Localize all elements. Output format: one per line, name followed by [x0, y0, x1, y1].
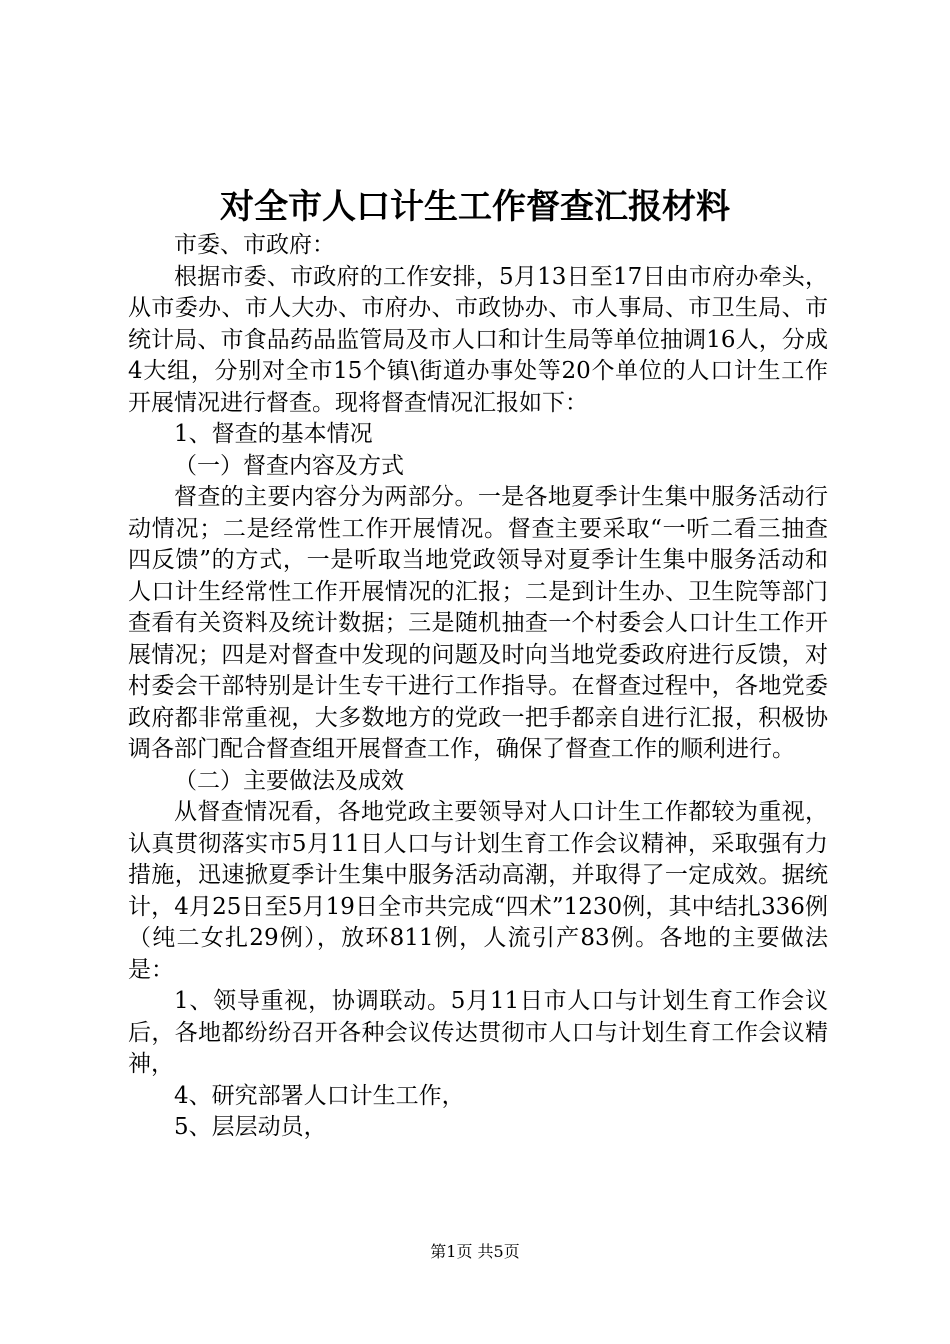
salutation: 市委、市政府：: [174, 232, 335, 258]
list-item-research: 4、研究部署人口计生工作，: [174, 1082, 465, 1109]
intro-paragraph: 根据市委、市政府的工作安排，5月13日至17日由市府办牵头，从市委办、市人大办、市府办、市政协办、市人事局、市卫生局、市统计局、市食品药品监管局及市人口和计生局等单位抽调16人，分成4大组，分别对全市15个镇\街道办事处等20个单位的人口计生工作开展情况进行督查。现将督查情况汇报如下：: [128, 263, 828, 416]
list-item-leadership: 1、领导重视，协调联动。5月11日市人口与计划生育工作会议后，各地都纷纷召开各种会议传达贯彻市人口与计划生育工作会议精神，: [128, 988, 828, 1077]
subsection-heading-methods: （二）主要做法及成效: [174, 767, 404, 794]
content-paragraph: 督查的主要内容分为两部分。一是各地夏季计生集中服务活动行动情况；二是经常性工作开展情况。督查主要采取“一听二看三抽查四反馈”的方式，一是听取当地党政领导对夏季计生集中服务活动和人口计生经常性工作开展情况的汇报；二是到计生办、卫生院等部门查看有关资料及统计数据；三是随机抽查一个村委会人口计生工作开展情况；四是对督查中发现的问题及时向当地党委政府进行反馈，对村委会干部特别是计生专干进行工作指导。在督查过程中，各地党委政府都非常重视，大多数地方的党政一把手都亲自进行汇报，积极协调各部门配合督查组开展督查工作，确保了督查工作的顺利进行。: [128, 484, 828, 762]
document-body: [128, 230, 828, 1144]
section-heading-basic: 1、督查的基本情况: [174, 421, 373, 447]
page-number: 第1页 共5页: [430, 1242, 520, 1261]
list-item-mobilize: 5、层层动员，: [174, 1114, 327, 1140]
document-title: 对全市人口计生工作督查汇报材料: [220, 187, 730, 227]
subsection-heading-content: （一）督查内容及方式: [174, 452, 404, 479]
methods-paragraph: 从督查情况看，各地党政主要领导对人口计生工作都较为重视，认真贯彻落实市5月11日人口与计划生育工作会议精神，采取强有力措施，迅速掀夏季计生集中服务活动高潮，并取得了一定成效。据统计，4月25日至5月19日全市共完成“四术”1230例，其中结扎336例（纯二女扎29例），放环811例，人流引产83例。各地的主要做法是：: [128, 799, 828, 983]
